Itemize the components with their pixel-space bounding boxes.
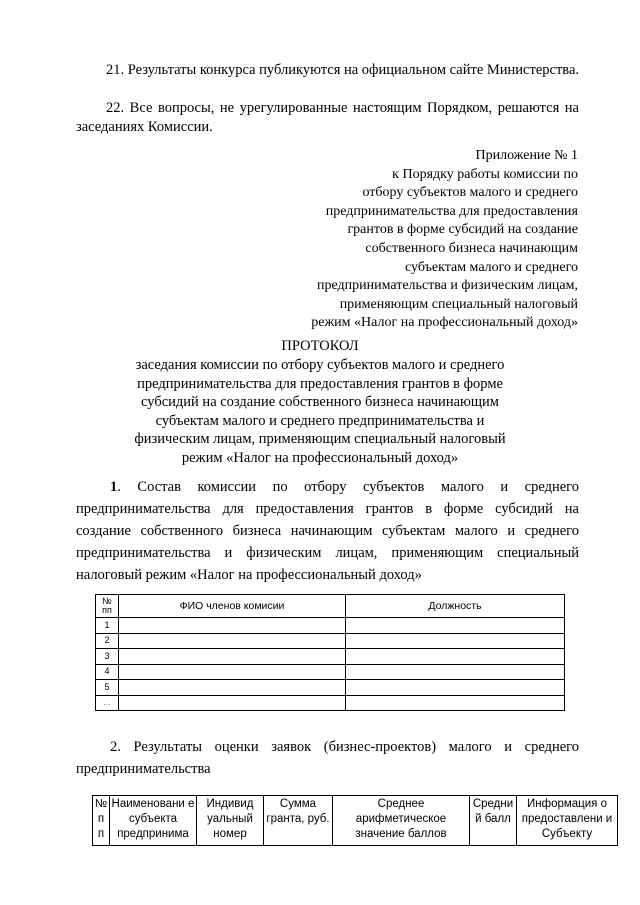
protocol-title: ПРОТОКОЛ: [281, 338, 359, 354]
position-cell: [346, 649, 565, 665]
fio-cell: [119, 664, 346, 680]
section-2-paragraph: 2. Результаты оценки заявок (бизнес-проектов) малого и среднего предпринимательства: [76, 739, 579, 777]
appendix-line: Приложение № 1: [475, 148, 578, 163]
fio-cell: [119, 618, 346, 634]
row-number: 5: [96, 680, 119, 696]
position-cell: [346, 633, 565, 649]
header-fio: ФИО членов комисии: [119, 595, 346, 618]
header-info: Информация о предоставлени и Субъекту: [517, 796, 618, 846]
table-row: [96, 649, 565, 665]
protocol-subtitle-line: заседания комиссии по отбору субъектов малого и среднего: [135, 357, 505, 373]
row-number: …: [96, 695, 119, 711]
table-row: [96, 695, 565, 711]
appendix-header: [278, 147, 578, 333]
protocol-subtitle-line: субсидий на создание собственного бизнеса начинающим: [141, 394, 499, 411]
position-cell: [346, 664, 565, 680]
position-cell: [346, 618, 565, 634]
table-row: [96, 618, 565, 634]
appendix-line: предпринимательства и физическим лицам,: [317, 278, 578, 294]
fio-cell: [119, 695, 346, 711]
header-number-line: №: [102, 596, 112, 606]
table-row: [96, 633, 565, 649]
appendix-line: отбору субъектов малого и среднего: [362, 185, 578, 201]
fio-cell: [119, 680, 346, 696]
appendix-line: к Порядку работы комиссии по: [392, 166, 578, 182]
protocol-subtitle-line: физическим лицам, применяющим специальный налоговый: [134, 431, 506, 448]
appendix-line: собственного бизнеса начинающим: [365, 240, 578, 256]
table-row: [96, 664, 565, 680]
protocol-subtitle-line: режим «Налог на профессиональный доход»: [181, 449, 459, 466]
appendix-line: режим «Налог на профессиональный доход»: [311, 315, 578, 331]
position-cell: [346, 695, 565, 711]
appendix-line: грантов в форме субсидий на создание: [347, 222, 578, 238]
protocol-subtitle-line: субъектам малого и среднего предпринимательства и: [155, 412, 485, 429]
header-number-line: пп: [102, 605, 112, 615]
paragraph-21: 21. Результаты конкурса публикуются на официальном сайте Министерства.: [106, 62, 579, 78]
section-1-paragraph: [76, 476, 579, 586]
header-subject-name: Наименовани е субъекта предпринима: [110, 796, 197, 846]
position-cell: [346, 680, 565, 696]
row-number: 2: [96, 633, 119, 649]
row-number: 1: [96, 618, 119, 634]
header-grant-amount: Сумма гранта, руб.: [264, 796, 333, 846]
appendix-line: предпринимательства для предоставления: [325, 203, 578, 219]
header-position: Должность: [346, 595, 565, 618]
appendix-line: субъектам малого и среднего: [405, 259, 578, 275]
application-results-table: [92, 795, 618, 846]
section-1-number: 1: [110, 479, 118, 495]
header-mean-score: Средни й балл: [470, 796, 517, 846]
table-header-row: [93, 796, 618, 846]
header-number: № п п: [93, 796, 110, 846]
header-average-score: Среднее арифметическое значение баллов: [333, 796, 470, 846]
paragraph-22: 22. Все вопросы, не урегулированные настоящим Порядком, решаются на заседаниях Комиссии.: [76, 100, 579, 135]
header-number: [96, 595, 119, 618]
protocol-subtitle-line: предпринимательства для предоставления грантов в форме: [137, 375, 503, 392]
row-number: 4: [96, 664, 119, 680]
section-1-text: . Состав комиссии по отбору субъектов малого и среднего предпринимательства для предоставления грантов в форме субсидий на создание собственного бизнеса начинающим субъектам малого и среднего предпринимательства и физическим лицам, применяющим специальный налоговый режим «Налог на профессиональный доход»: [76, 479, 579, 583]
fio-cell: [119, 649, 346, 665]
row-number: 3: [96, 649, 119, 665]
header-individual-number: Индивид уальный номер: [197, 796, 264, 846]
commission-members-table: [95, 594, 565, 711]
table-header-row: [96, 595, 565, 618]
protocol-subtitle: [100, 356, 540, 468]
appendix-line: применяющим специальный налоговый: [339, 296, 578, 312]
table-row: [96, 680, 565, 696]
fio-cell: [119, 633, 346, 649]
